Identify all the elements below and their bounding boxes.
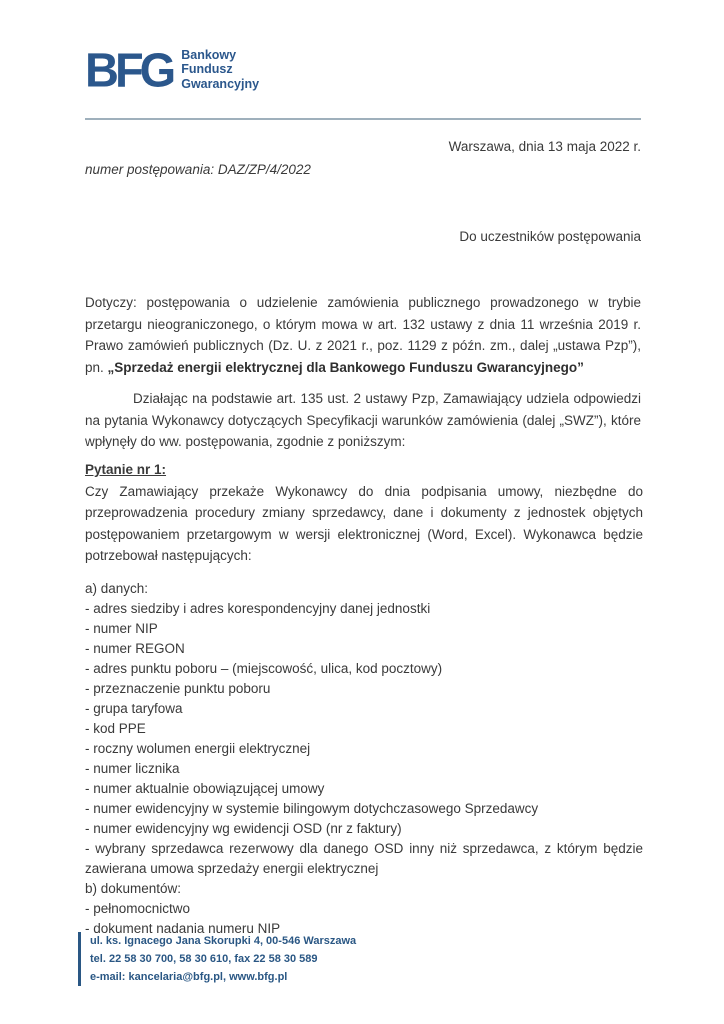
list-item: - numer aktualnie obowiązującej umowy (85, 780, 325, 796)
list-item: - pełnomocnictwo (85, 900, 191, 916)
section-a-label: a) danych: (85, 580, 149, 596)
logo-name-line: Fundusz (181, 62, 233, 77)
list-item: - numer REGON (85, 640, 185, 656)
case-number: numer postępowania: DAZ/ZP/4/2022 (85, 162, 311, 177)
intro-paragraph: Działając na podstawie art. 135 ust. 2 ustawy Pzp, Zamawiający udziela odpowiedzi na pytania Wykonawcy dotyczących Specyfikacji warunków zamówienia (dalej „SWZ”), które wpłynęły do ww. postępowania, zgodnie z poniższym: (85, 391, 641, 450)
footer-email-web: e-mail: kancelaria@bfg.pl, www.bfg.pl (90, 971, 288, 983)
list-item: - grupa taryfowa (85, 700, 183, 716)
subject-paragraph (85, 292, 641, 378)
header-divider (85, 118, 641, 120)
recipient-line: Do uczestników postępowania (459, 229, 641, 244)
list-item: - roczny wolumen energii elektrycznej (85, 740, 311, 756)
footer-address: ul. ks. Ignacego Jana Skorupki 4, 00-546 Warszawa (90, 935, 357, 947)
footer-contact-block (78, 932, 356, 986)
list-item: - numer ewidencyjny w systemie bilingowym dotychczasowego Sprzedawcy (85, 800, 539, 816)
question-1-block (85, 459, 643, 939)
subject-title-bold: „Sprzedaż energii elektrycznej dla Bankowego Funduszu Gwarancyjnego” (107, 359, 584, 375)
footer-phone: tel. 22 58 30 700, 58 30 610, fax 22 58 30 589 (90, 953, 318, 965)
list-item: - numer NIP (85, 620, 158, 636)
bfg-logo-name (181, 48, 259, 92)
list-item: - dokument nadania numeru NIP (85, 920, 281, 936)
logo-name-line: Bankowy (181, 47, 237, 62)
logo-name-line: Gwarancyjny (181, 76, 260, 91)
subject-text: Dotyczy: postępowania o udzielenie zamówienia publicznego prowadzonego w trybie przetargu nieograniczonego, o którym mowa w art. 132 ustawy z dnia 11 września 2019 r. Prawo zamówień publicznych (Dz. U. z 2021 r., poz. 1129 z późn. zm., dalej „ustawa Pzp”), pn. (85, 295, 641, 375)
question-1-heading (85, 459, 643, 481)
bfg-logo-acronym: BFG (85, 42, 173, 97)
list-item: - adres siedziby i adres korespondencyjny danej jednostki (85, 600, 431, 616)
list-item: - numer ewidencyjny wg ewidencji OSD (nr z faktury) (85, 820, 402, 836)
section-b-label: b) dokumentów: (85, 880, 182, 896)
list-item: - kod PPE (85, 720, 146, 736)
question-1-lists (85, 579, 643, 939)
list-item: - adres punktu poboru – (miejscowość, ulica, kod pocztowy) (85, 660, 443, 676)
question-1-text: Czy Zamawiający przekaże Wykonawcy do dnia podpisania umowy, niezbędne do przeprowadzenia procedury zmiany sprzedawcy, dane i dokumenty z jednostek objętych postępowaniem przetargowym w wersji elektronicznej (Word, Excel). Wykonawca będzie potrzebował następujących: (85, 483, 643, 564)
question-1-heading-text: Pytanie nr 1: (85, 462, 167, 477)
list-item: - wybrany sprzedawca rezerwowy dla danego OSD inny niż sprzedawca, z którym będzie zawierana umowa sprzedaży energii elektrycznej (85, 840, 643, 876)
bfg-logo (85, 42, 260, 97)
list-item: - przeznaczenie punktu poboru (85, 680, 271, 696)
list-item: - numer licznika (85, 760, 180, 776)
place-and-date: Warszawa, dnia 13 maja 2022 r. (448, 139, 641, 154)
